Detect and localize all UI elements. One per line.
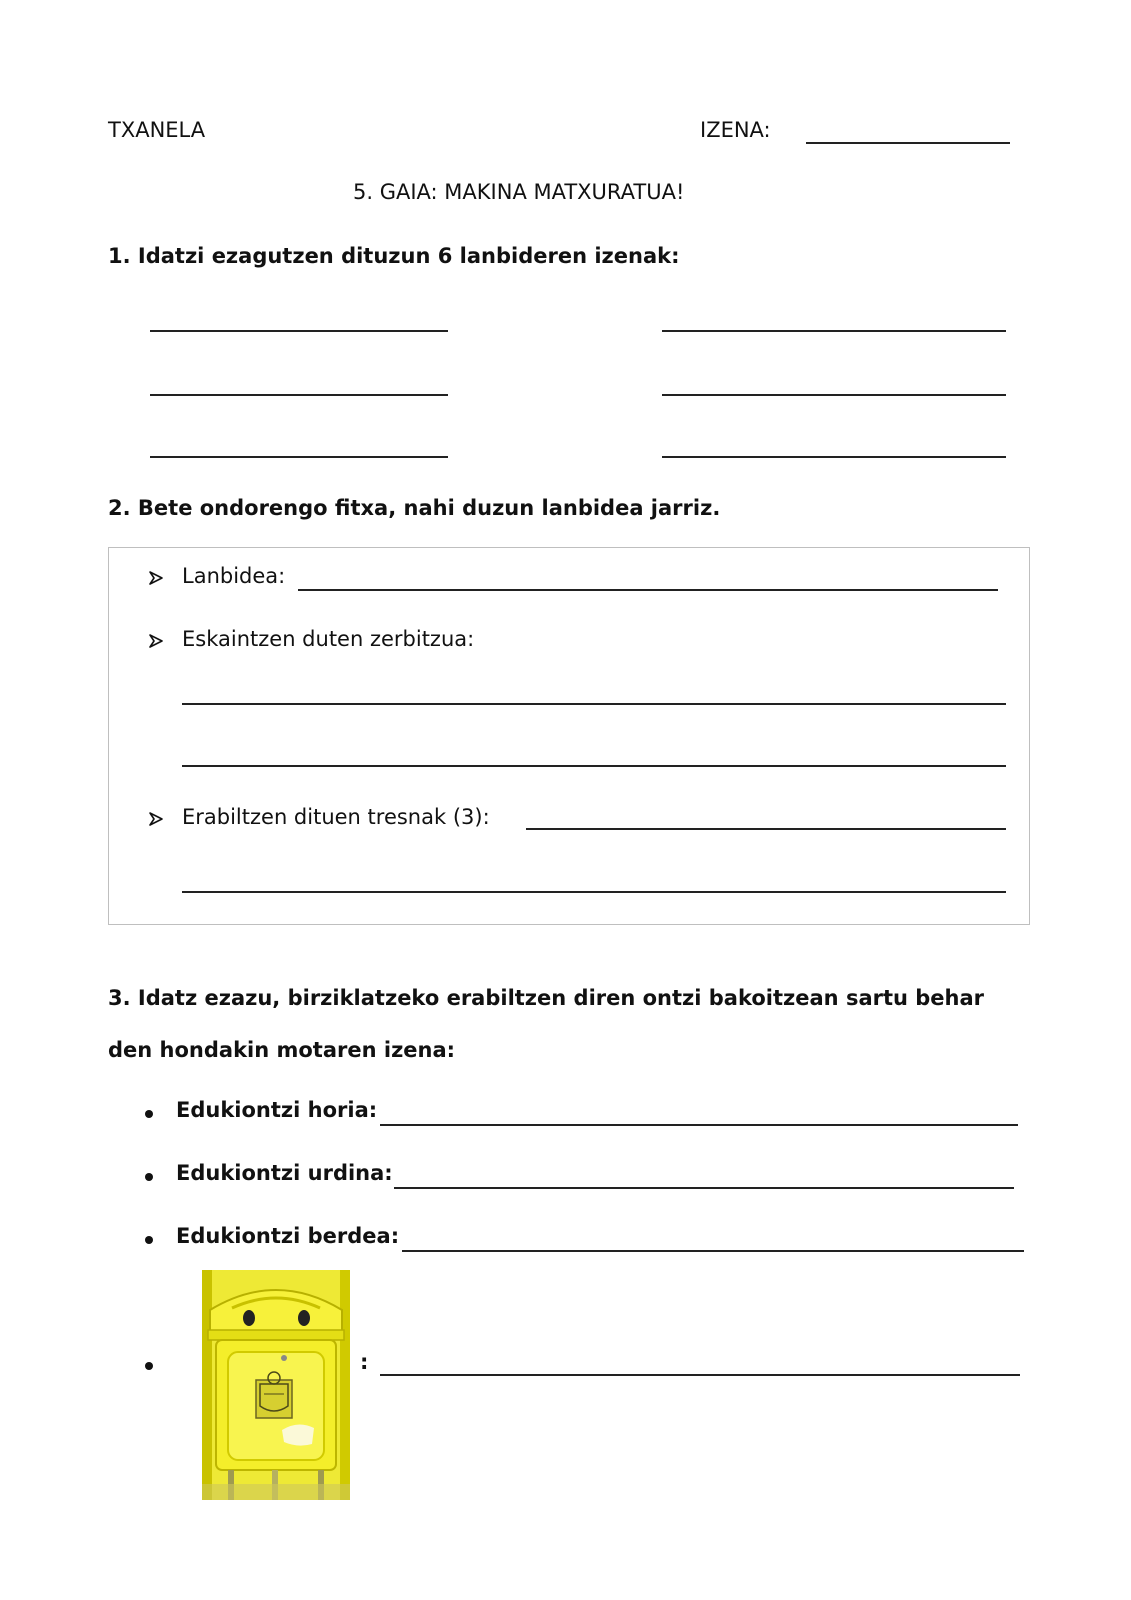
item-profession-label: Lanbidea: — [182, 564, 286, 588]
bullet-dot — [145, 1236, 153, 1244]
yellow-bin-answer-line[interactable] — [380, 1124, 1018, 1126]
service-answer-line-2[interactable] — [182, 765, 1006, 767]
item-yellow-bin-label: Edukiontzi horia: — [176, 1098, 378, 1122]
q1-answer-line-6[interactable] — [662, 456, 1006, 458]
service-answer-line-1[interactable] — [182, 703, 1006, 705]
q1-answer-line-4[interactable] — [662, 394, 1006, 396]
header-left: TXANELA — [108, 118, 206, 142]
bullet-dot — [145, 1173, 153, 1181]
image-bin-answer-line[interactable] — [380, 1374, 1020, 1376]
name-label: IZENA: — [700, 118, 771, 142]
q1-answer-line-2[interactable] — [662, 330, 1006, 332]
page-title: 5. GAIA: MAKINA MATXURATUA! — [353, 180, 685, 204]
bullet-dot — [145, 1110, 153, 1118]
question-1: 1. Idatzi ezagutzen dituzun 6 lanbideren izenak: — [108, 244, 680, 268]
bullet-dot — [145, 1362, 153, 1370]
item-service-label: Eskaintzen duten zerbitzua: — [182, 627, 475, 651]
tools-answer-line-1[interactable] — [526, 828, 1006, 830]
question-3-line-1: 3. Idatz ezazu, birziklatzeko erabiltzen diren ontzi bakoitzean sartu behar — [108, 986, 985, 1010]
question-3-line-2: den hondakin motaren izena: — [108, 1038, 456, 1062]
question-2: 2. Bete ondorengo fitxa, nahi duzun lanbidea jarriz. — [108, 496, 721, 520]
arrow-bullet-icon — [148, 633, 166, 649]
item-blue-bin-label: Edukiontzi urdina: — [176, 1161, 393, 1185]
image-item-colon: : — [360, 1350, 369, 1374]
name-answer-line[interactable] — [806, 142, 1010, 144]
tools-answer-line-2[interactable] — [182, 891, 1006, 893]
arrow-bullet-icon — [148, 811, 166, 827]
blue-bin-answer-line[interactable] — [394, 1187, 1014, 1189]
item-green-bin-label: Edukiontzi berdea: — [176, 1224, 400, 1248]
q1-answer-line-1[interactable] — [150, 330, 448, 332]
green-bin-answer-line[interactable] — [402, 1250, 1024, 1252]
yellow-bin-image — [202, 1270, 350, 1500]
profession-answer-line[interactable] — [298, 589, 998, 591]
item-tools-label: Erabiltzen dituen tresnak (3): — [182, 805, 490, 829]
q1-answer-line-5[interactable] — [150, 456, 448, 458]
arrow-bullet-icon — [148, 570, 166, 586]
q1-answer-line-3[interactable] — [150, 394, 448, 396]
profession-card-box — [108, 547, 1030, 925]
